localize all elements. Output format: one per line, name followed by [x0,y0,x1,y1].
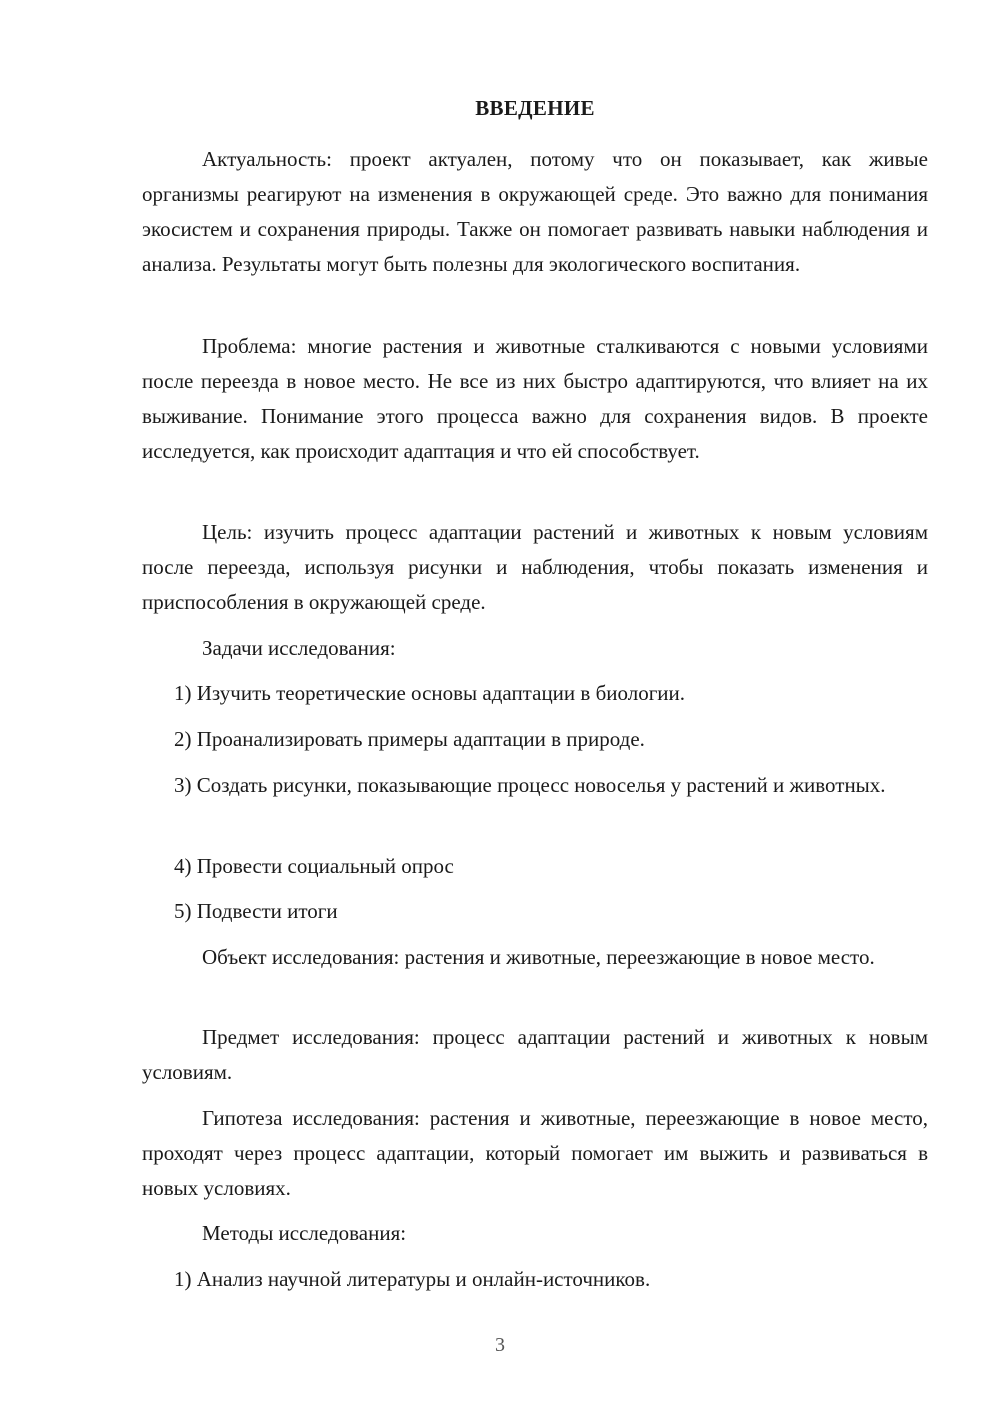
page-title: ВВЕДЕНИЕ [475,96,595,120]
page-number: 3 [495,1334,505,1356]
task-item-2: 2) Проанализировать примеры адаптации в природе. [174,727,645,751]
task-item-1: 1) Изучить теоретические основы адаптации в биологии. [174,681,686,705]
paragraph-subject: Предмет исследования: процесс адаптации растений и животных к новым условиям. [142,1025,928,1084]
paragraph-object: Объект исследования: растения и животные, переезжающие в новое место. [202,945,875,969]
methods-heading: Методы исследования: [202,1221,407,1245]
paragraph-relevance: Актуальность: проект актуален, потому что он показывает, как живые организмы реагируют на изменения в окружающей среде. Это важно для понимания экосистем и сохранения природы. Также он помогает развивать навыки наблюдения и анализа. Результаты могут быть полезны для экологического воспитания. [142,147,928,276]
task-item-5: 5) Подвести итоги [174,899,338,923]
paragraph-problem: Проблема: многие растения и животные сталкиваются с новыми условиями после переезда в новое место. Не все из них быстро адаптируются, что влияет на их выживание. Понимание этого процесса важно для сохранения видов. В проекте исследуется, как происходит адаптация и что ей способствует. [142,334,928,463]
task-item-4: 4) Провести социальный опрос [174,854,454,878]
task-item-3: 3) Создать рисунки, показывающие процесс новоселья у растений и животных. [174,773,886,797]
method-item-1: 1) Анализ научной литературы и онлайн-источников. [174,1267,651,1291]
tasks-heading: Задачи исследования: [202,636,396,660]
paragraph-hypothesis: Гипотеза исследования: растения и животные, переезжающие в новое место, проходят через процесс адаптации, который помогает им выжить и развиваться в новых условиях. [142,1106,928,1200]
paragraph-goal: Цель: изучить процесс адаптации растений и животных к новым условиям после переезда, используя рисунки и наблюдения, чтобы показать изменения и приспособления в окружающей среде. [142,520,928,614]
